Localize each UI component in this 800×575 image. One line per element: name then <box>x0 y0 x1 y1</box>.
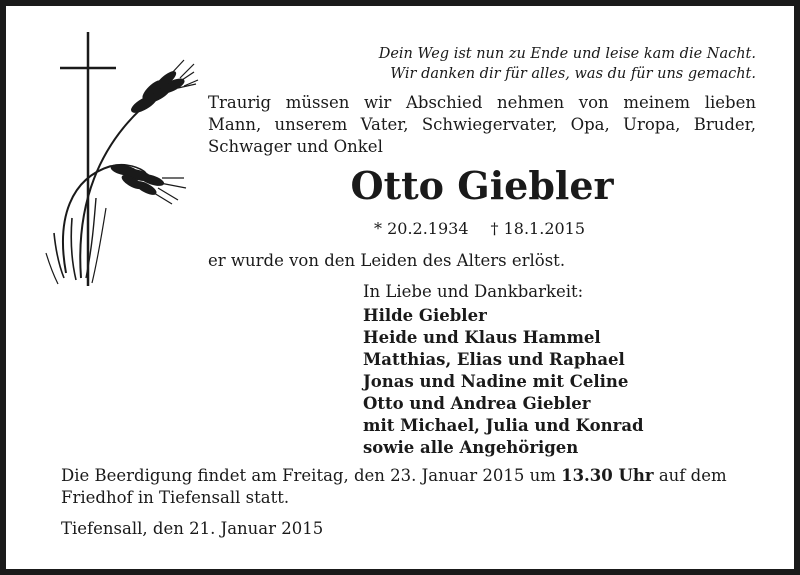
birth-date: * 20.2.1934 <box>374 219 469 238</box>
funeral-notice <box>61 465 753 509</box>
funeral-text-before: Die Beerdigung findet am Freitag, den 23. Januar 2015 um <box>61 466 562 485</box>
death-date: † 18.1.2015 <box>490 219 586 238</box>
motto-line-2: Wir danken dir für alles, was du für uns gemacht. <box>390 66 756 82</box>
mourner-entry: Jonas und Nadine mit Celine <box>363 372 629 391</box>
intro-line-2: Mann, unserem Vater, Schwiegervater, Opa, Uropa, Bruder, <box>208 115 756 134</box>
life-dates <box>374 218 585 240</box>
mourner-entry: sowie alle Angehörigen <box>363 438 579 457</box>
intro-line-1: Traurig müssen wir Abschied nehmen von meinem lieben <box>208 93 756 112</box>
mourner-entry: Heide und Klaus Hammel <box>363 328 601 347</box>
motto-verse <box>306 44 756 84</box>
intro-text <box>208 92 756 158</box>
thanks-text: In Liebe und Dankbarkeit: <box>363 282 584 301</box>
mourner-entry: Hilde Giebler <box>363 306 487 325</box>
cross-with-wheat-icon <box>26 28 206 290</box>
mourner-entry: Matthias, Elias und Raphael <box>363 350 625 369</box>
mourner-entry: Otto und Andrea Giebler <box>363 394 591 413</box>
place-and-date: Tiefensall, den 21. Januar 2015 <box>61 519 324 538</box>
mourner-entry: mit Michael, Julia und Konrad <box>363 416 644 435</box>
funeral-text-after: auf dem Friedhof in Tiefensall statt. <box>61 466 727 507</box>
deceased-name: Otto Giebler <box>350 163 614 208</box>
intro-line-3: Schwager und Onkel <box>208 137 383 156</box>
motto-line-1: Dein Weg ist nun zu Ende und leise kam die Nacht. <box>378 46 756 62</box>
released-text: er wurde von den Leiden des Alters erlöst. <box>208 251 566 270</box>
funeral-time: 13.30 Uhr <box>561 466 654 485</box>
mourners-list <box>363 305 644 459</box>
